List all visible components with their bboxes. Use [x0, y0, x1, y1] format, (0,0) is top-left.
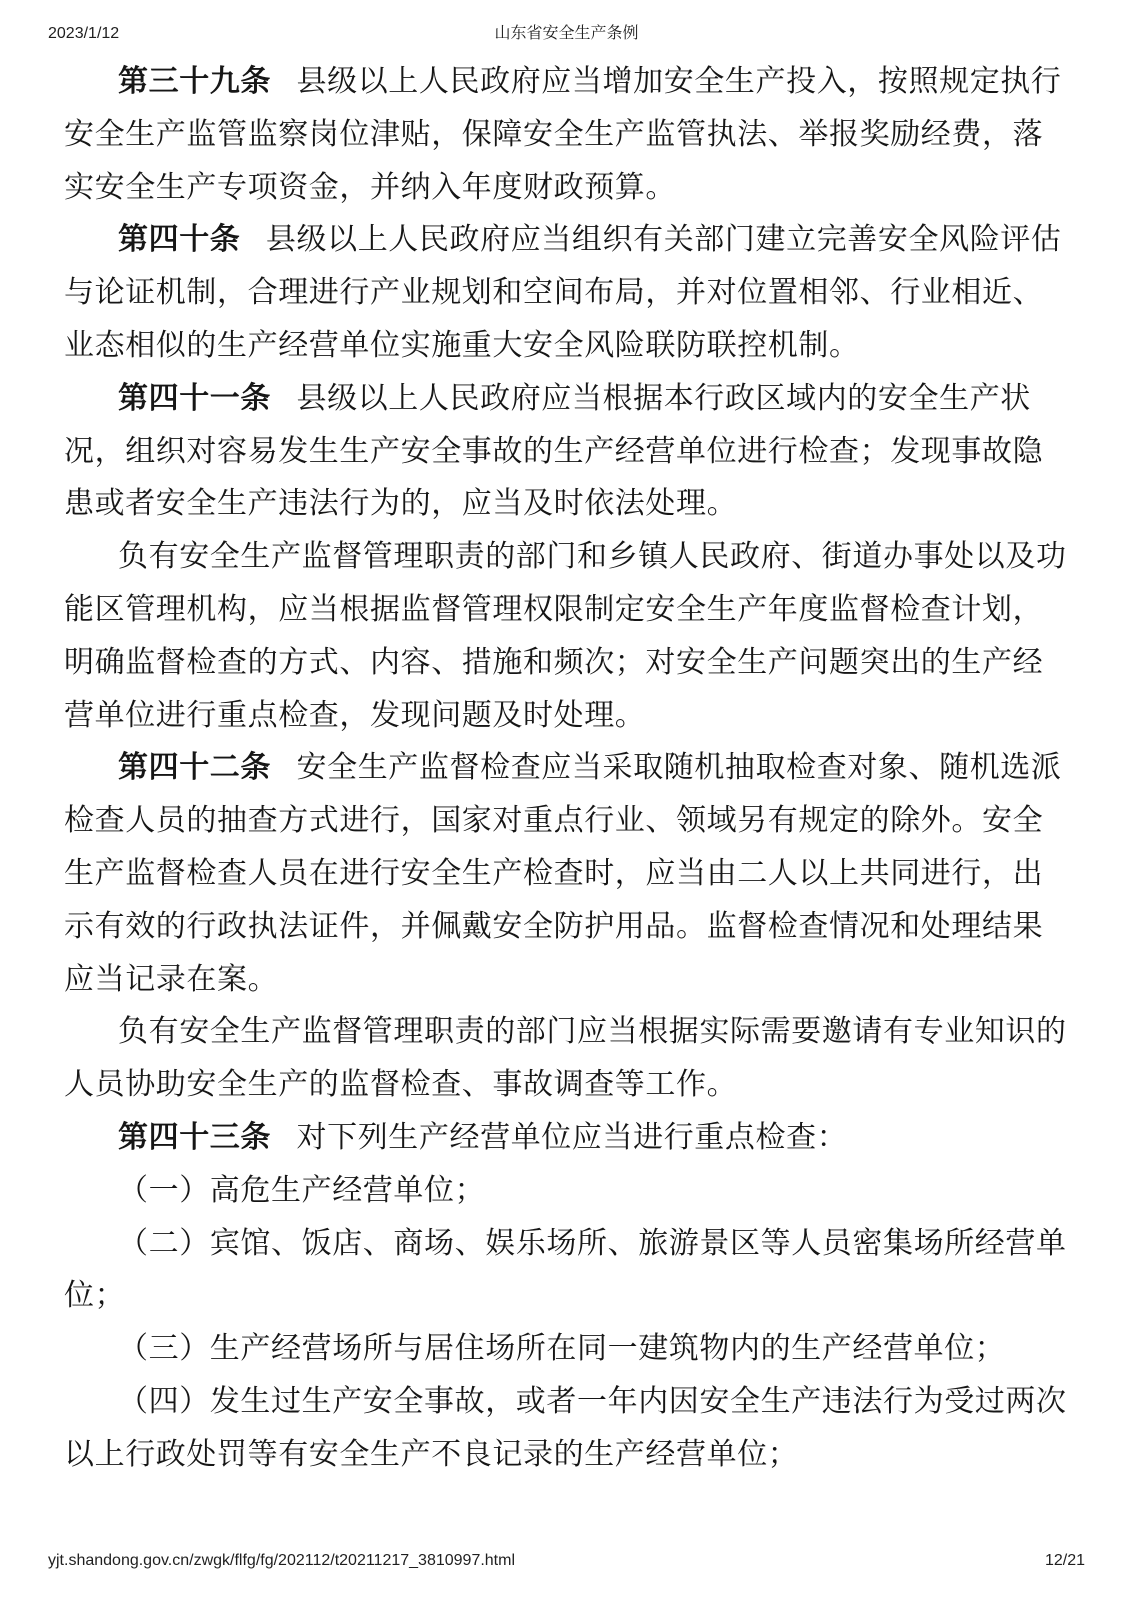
line-text: 实安全生产专项资金，并纳入年度财政预算。: [64, 170, 676, 204]
text-line: [64, 954, 1122, 1007]
text-line: [64, 637, 1122, 690]
line-text: （四）发生过生产安全事故，或者一年内因安全生产违法行为受过两次: [118, 1384, 1067, 1418]
line-text: 县级以上人民政府应当组织有关部门建立完善安全风险评估: [265, 223, 1062, 257]
text-line: [64, 531, 1122, 584]
text-line: [64, 690, 1122, 743]
text-line: [64, 1429, 1122, 1482]
line-text: 安全生产监管监察岗位津贴，保障安全生产监管执法、举报奖励经费，落: [64, 117, 1044, 151]
line-text: 人员协助安全生产的监督检查、事故调查等工作。: [64, 1068, 738, 1102]
print-footer: [48, 1551, 1085, 1570]
text-line: [64, 901, 1122, 954]
text-line: [64, 1165, 1122, 1218]
line-text: 安全生产监督检查应当采取随机抽取检查对象、随机选派: [296, 751, 1062, 785]
text-line: [64, 109, 1122, 162]
line-text: 负有安全生产监督管理职责的部门应当根据实际需要邀请有专业知识的: [118, 1015, 1067, 1049]
line-text: 明确监督检查的方式、内容、措施和频次；对安全生产问题突出的生产经: [64, 645, 1044, 679]
line-text: 检查人员的抽查方式进行，国家对重点行业、领域另有规定的除外。安全: [64, 804, 1044, 838]
text-line: [64, 1323, 1122, 1376]
text-line: [64, 848, 1122, 901]
line-text: 与论证机制，合理进行产业规划和空间布局，并对位置相邻、行业相近、: [64, 276, 1044, 310]
header-date: 2023/1/12: [48, 25, 120, 42]
text-line: [64, 1218, 1122, 1271]
text-line: [64, 478, 1122, 531]
article-number: 第三十九条: [118, 65, 271, 98]
line-text: 示有效的行政执法证件，并佩戴安全防护用品。监督检查情况和处理结果: [64, 909, 1044, 943]
article-number: 第四十二条: [118, 751, 271, 785]
line-text: 业态相似的生产经营单位实施重大安全风险联防联控机制。: [64, 328, 860, 362]
line-text: （二）宾馆、饭店、商场、娱乐场所、旅游景区等人员密集场所经营单: [118, 1226, 1067, 1260]
article-number: 第四十三条: [118, 1120, 271, 1154]
line-text: 生产监督检查人员在进行安全生产检查时，应当由二人以上共同进行，出: [64, 856, 1044, 890]
text-line: [64, 1059, 1122, 1112]
text-line: [64, 795, 1122, 848]
footer-url: yjt.shandong.gov.cn/zwgk/flfg/fg/202112/t20211217_3810997.html: [48, 1552, 516, 1569]
line-text: （一）高危生产经营单位；: [118, 1173, 486, 1207]
line-text: 营单位进行重点检查，发现问题及时处理。: [64, 698, 646, 732]
line-text: 况，组织对容易发生生产安全事故的生产经营单位进行检查；发现事故隐: [64, 434, 1044, 468]
text-line: [64, 1006, 1122, 1059]
text-line: [64, 320, 1122, 373]
text-line: [64, 742, 1122, 795]
text-line: [64, 267, 1122, 320]
text-line: [64, 1270, 1122, 1323]
page-indicator: 12/21: [1044, 1552, 1085, 1569]
line-text: 能区管理机构，应当根据监督管理权限制定安全生产年度监督检查计划，: [64, 592, 1044, 626]
header-title: 山东省安全生产条例: [494, 25, 639, 42]
article-number: 第四十一条: [118, 381, 271, 415]
line-text: （三）生产经营场所与居住场所在同一建筑物内的生产经营单位；: [118, 1332, 1006, 1366]
text-line: [64, 56, 1122, 109]
text-line: [64, 162, 1122, 215]
text-line: [64, 1376, 1122, 1429]
text-line: [64, 1112, 1122, 1165]
line-text: 负有安全生产监督管理职责的部门和乡镇人民政府、街道办事处以及功: [118, 540, 1067, 574]
line-text: 对下列生产经营单位应当进行重点检查：: [296, 1120, 848, 1154]
text-line: [64, 426, 1122, 479]
text-line: [64, 584, 1122, 637]
print-header: [48, 24, 1085, 43]
line-text: 以上行政处罚等有安全生产不良记录的生产经营单位；: [64, 1437, 799, 1471]
text-line: [64, 214, 1122, 267]
article-number: 第四十条: [118, 223, 241, 257]
line-text: 县级以上人民政府应当增加安全生产投入，按照规定执行: [296, 65, 1062, 98]
line-text: 位；: [64, 1279, 126, 1313]
line-text: 应当记录在案。: [64, 962, 279, 996]
document-lines: [64, 56, 1122, 1482]
line-text: 县级以上人民政府应当根据本行政区域内的安全生产状: [296, 381, 1031, 415]
text-line: [64, 373, 1122, 426]
line-text: 患或者安全生产违法行为的，应当及时依法处理。: [64, 487, 738, 521]
